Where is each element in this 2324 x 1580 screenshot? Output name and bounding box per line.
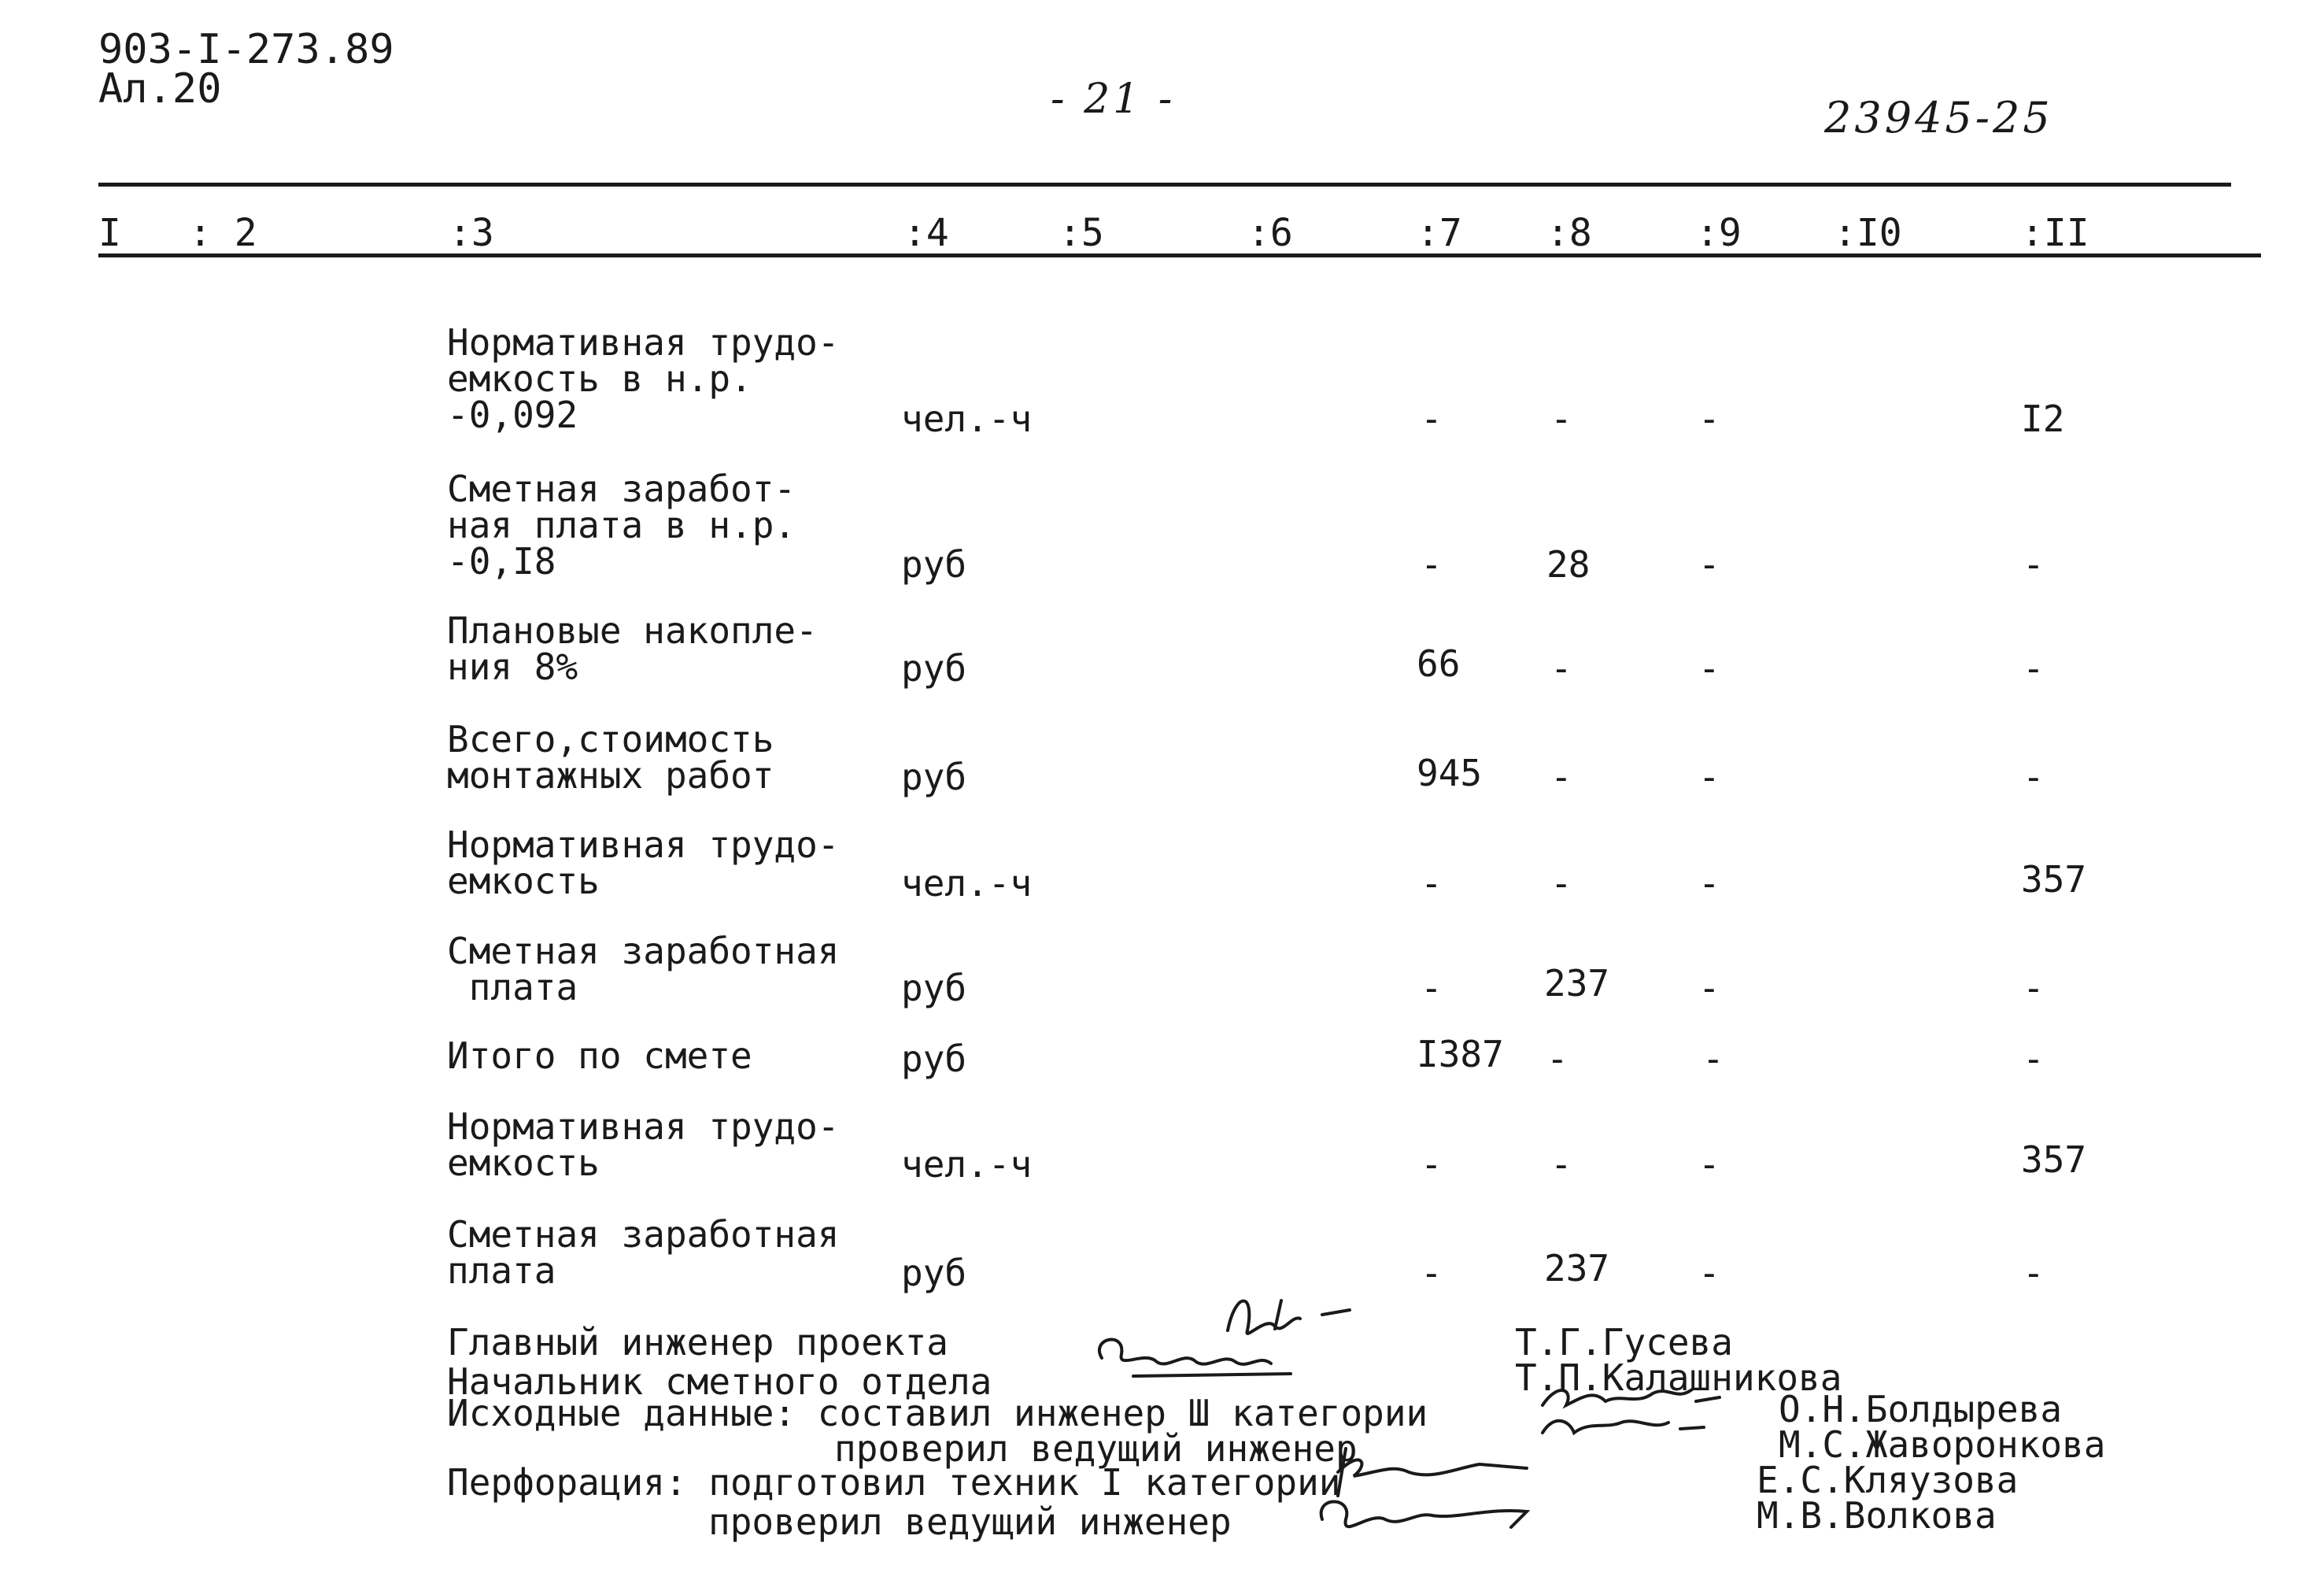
row-unit: руб xyxy=(901,647,967,690)
document-code-line2: Ал.20 xyxy=(98,65,222,113)
row-unit: руб xyxy=(901,543,967,586)
document-code-line1: 903-I-273.89 xyxy=(98,26,394,73)
row-label: Сметная заработная плата xyxy=(447,1213,840,1292)
row-label: Сметная заработная плата xyxy=(447,930,840,1008)
column-number: :8 xyxy=(1546,211,1592,255)
row-unit: руб xyxy=(901,1252,967,1294)
signature-role-source-compiled: Исходные данные: составил инженер Ш категории xyxy=(447,1392,1428,1434)
row-col8: 237 xyxy=(1544,1247,1610,1290)
row-col9: - xyxy=(1698,543,1720,586)
row-col7: - xyxy=(1421,543,1443,586)
row-label: Всего,стоимость монтажных работ xyxy=(447,718,774,797)
row-col7: I387 xyxy=(1417,1033,1504,1075)
row-unit: руб xyxy=(901,756,967,798)
row-unit: чел.-ч xyxy=(901,398,1033,440)
row-col8: - xyxy=(1546,1038,1568,1080)
row-col9: - xyxy=(1698,862,1720,905)
row-col8: - xyxy=(1550,398,1572,440)
row-col9: - xyxy=(1698,967,1720,1009)
signature-name-source-checked: М.С.Жаворонкова xyxy=(1779,1423,2106,1466)
row-label: Нормативная трудо- емкость xyxy=(447,823,840,902)
column-number: :4 xyxy=(903,211,949,255)
row-col8: - xyxy=(1550,862,1572,905)
handwritten-signature-perforation xyxy=(1291,1433,1550,1559)
signature-role-chief-engineer: Главный инженер проекта xyxy=(447,1321,948,1364)
row-col8: 237 xyxy=(1544,962,1610,1005)
row-col8: 28 xyxy=(1546,543,1591,586)
row-col11: - xyxy=(2023,1038,2045,1080)
row-col7: - xyxy=(1421,1252,1443,1294)
signature-name-source-compiled: О.Н.Болдырева xyxy=(1779,1388,2063,1430)
top-rule xyxy=(98,183,2231,187)
column-number: : 2 xyxy=(189,211,257,255)
row-col11: I2 xyxy=(2021,398,2065,440)
row-label: Нормативная трудо- емкость xyxy=(447,1105,840,1184)
row-col7: - xyxy=(1421,862,1443,905)
row-label: Сметная заработ- ная плата в н.р. -0,I8 xyxy=(447,468,796,583)
row-col9: - xyxy=(1698,756,1720,798)
signature-name-perf-prepared: Е.С.Кляузова xyxy=(1757,1459,2019,1501)
signature-role-perf-prepared: Перфорация: подготовил техник I категории xyxy=(447,1461,1341,1504)
signature-name-perf-checked: М.В.Волкова xyxy=(1757,1494,1997,1537)
row-col9: - xyxy=(1698,398,1720,440)
document-code xyxy=(98,26,394,113)
row-col9: - xyxy=(1702,1038,1724,1080)
row-col11: - xyxy=(2023,647,2045,690)
column-number: :6 xyxy=(1247,211,1293,255)
row-unit: руб xyxy=(901,967,967,1009)
row-col9: - xyxy=(1698,1252,1720,1294)
header-rule xyxy=(98,253,2261,257)
row-col11: - xyxy=(2023,967,2045,1009)
row-col7: 66 xyxy=(1417,642,1461,685)
row-col8: - xyxy=(1550,756,1572,798)
handwritten-signature-boldyreva xyxy=(1535,1374,1731,1445)
row-col11: 357 xyxy=(2021,858,2087,901)
row-col7: - xyxy=(1421,967,1443,1009)
column-number: I xyxy=(98,211,121,255)
page-number: - 21 - xyxy=(1051,76,1176,123)
document-number: 23945-25 xyxy=(1824,93,2053,142)
row-label: Итого по смете xyxy=(447,1034,752,1077)
row-col9: - xyxy=(1698,647,1720,690)
handwritten-signature-chief xyxy=(1086,1283,1369,1393)
column-number: :3 xyxy=(449,211,494,255)
row-col7: - xyxy=(1421,1143,1443,1186)
row-unit: чел.-ч xyxy=(901,1143,1033,1186)
row-col7: - xyxy=(1421,398,1443,440)
signature-role-estimate-head: Начальник сметного отдела xyxy=(447,1360,992,1403)
row-col8: - xyxy=(1550,647,1572,690)
row-unit: чел.-ч xyxy=(901,862,1033,905)
column-number: :9 xyxy=(1696,211,1742,255)
row-col11: - xyxy=(2023,1252,2045,1294)
row-col9: - xyxy=(1698,1143,1720,1186)
row-col8: - xyxy=(1550,1143,1572,1186)
column-number: :I0 xyxy=(1834,211,1902,255)
row-label: Плановые накопле- ния 8% xyxy=(447,609,818,688)
column-number: :7 xyxy=(1417,211,1462,255)
signature-role-source-checked: проверил ведущий инженер xyxy=(834,1427,1358,1470)
column-number: :5 xyxy=(1059,211,1104,255)
row-label: Нормативная трудо- емкость в н.р. -0,092 xyxy=(447,321,840,436)
signature-name-estimate-head: Т.П.Калашникова xyxy=(1515,1356,1842,1399)
row-unit: руб xyxy=(901,1038,967,1080)
row-col11: - xyxy=(2023,756,2045,798)
signature-role-perf-checked: проверил ведущий инженер xyxy=(708,1500,1232,1543)
row-col11: - xyxy=(2023,543,2045,586)
column-number: :II xyxy=(2021,211,2089,255)
row-col7: 945 xyxy=(1417,752,1483,794)
signature-name-chief-engineer: Т.Г.Гусева xyxy=(1515,1321,1733,1364)
row-col11: 357 xyxy=(2021,1138,2087,1181)
